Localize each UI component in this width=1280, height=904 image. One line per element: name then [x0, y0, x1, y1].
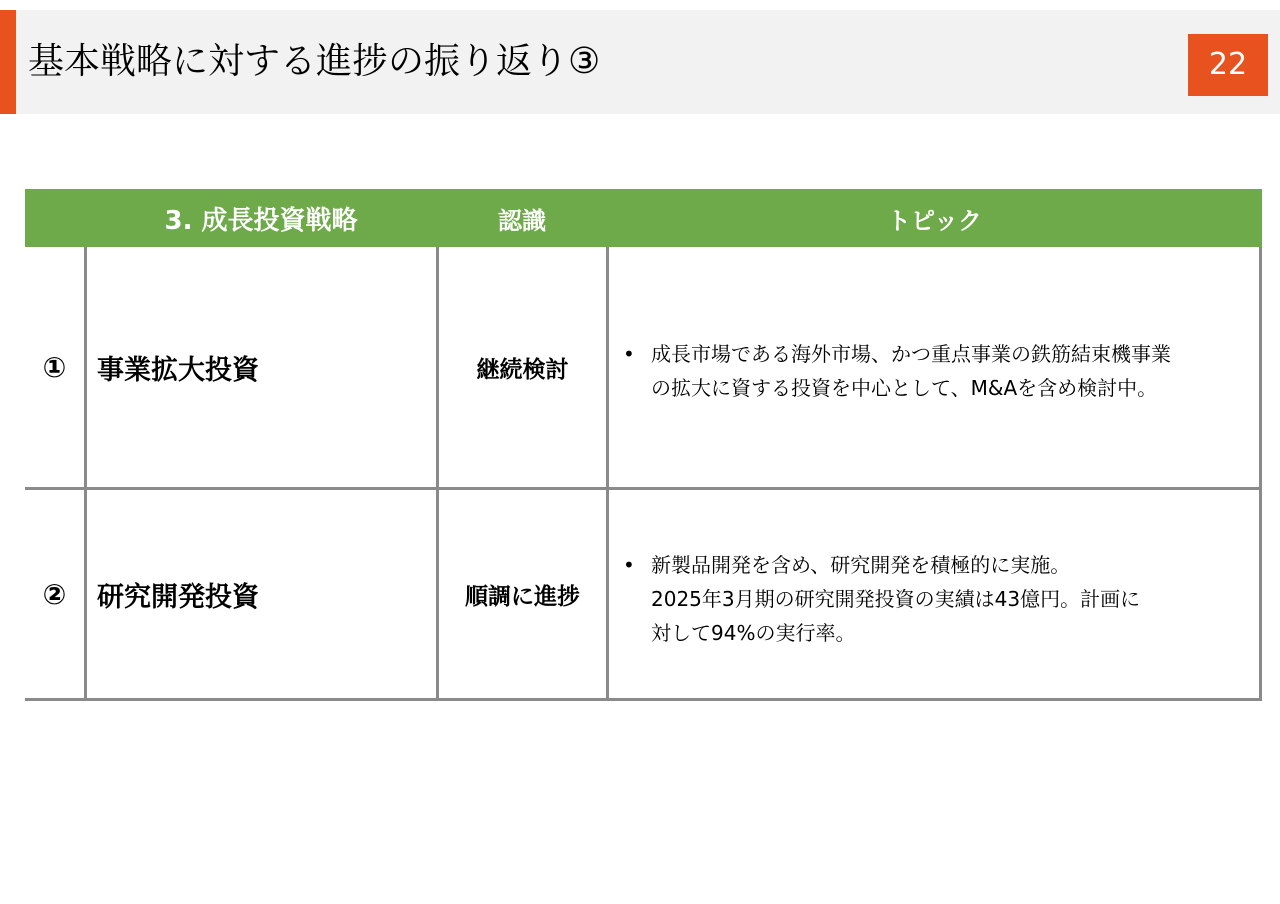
bullet-marker: • — [623, 553, 635, 577]
row-number: ② — [42, 577, 67, 611]
bullet-marker: • — [623, 342, 635, 366]
topic-line: 成長市場である海外市場、かつ重点事業の鉄筋結束機事業 — [651, 342, 1171, 366]
topic-text — [651, 548, 1140, 650]
table-row — [25, 490, 1262, 701]
topic-line: の拡大に資する投資を中心として、M&Aを含め検討中。 — [651, 376, 1158, 400]
topic-bullet-item — [623, 337, 1171, 405]
table-row — [25, 247, 1262, 490]
recognition-status: 継続検討 — [476, 356, 569, 383]
table-header-row — [25, 189, 1262, 247]
column-divider — [1259, 247, 1262, 487]
strategy-name: 研究開発投資 — [97, 581, 259, 613]
topic-cell — [609, 247, 1259, 487]
page-number-badge: 22 — [1188, 34, 1268, 96]
topic-line: 2025年3月期の研究開発投資の実績は43億円。計画に — [651, 587, 1141, 611]
recognition-status: 順調に進捗 — [465, 583, 580, 610]
topic-cell — [609, 490, 1259, 698]
column-divider — [1259, 490, 1262, 698]
topic-bullet-item — [623, 548, 1140, 650]
strategy-table — [25, 189, 1262, 701]
strategy-name: 事業拡大投資 — [97, 354, 259, 386]
topic-text — [651, 337, 1171, 405]
column-header-recognition: 認識 — [498, 207, 546, 235]
row-number: ① — [42, 350, 67, 384]
header-accent-bar — [0, 10, 16, 114]
column-header-topic: トピック — [886, 207, 983, 235]
column-header-strategy: 3. 成長投資戦略 — [164, 206, 358, 236]
page-title: 基本戦略に対する進捗の振り返り③ — [28, 41, 601, 82]
topic-line: 新製品開発を含め、研究開発を積極的に実施。 — [651, 553, 1071, 577]
topic-line: 対して94%の実行率。 — [651, 621, 856, 645]
